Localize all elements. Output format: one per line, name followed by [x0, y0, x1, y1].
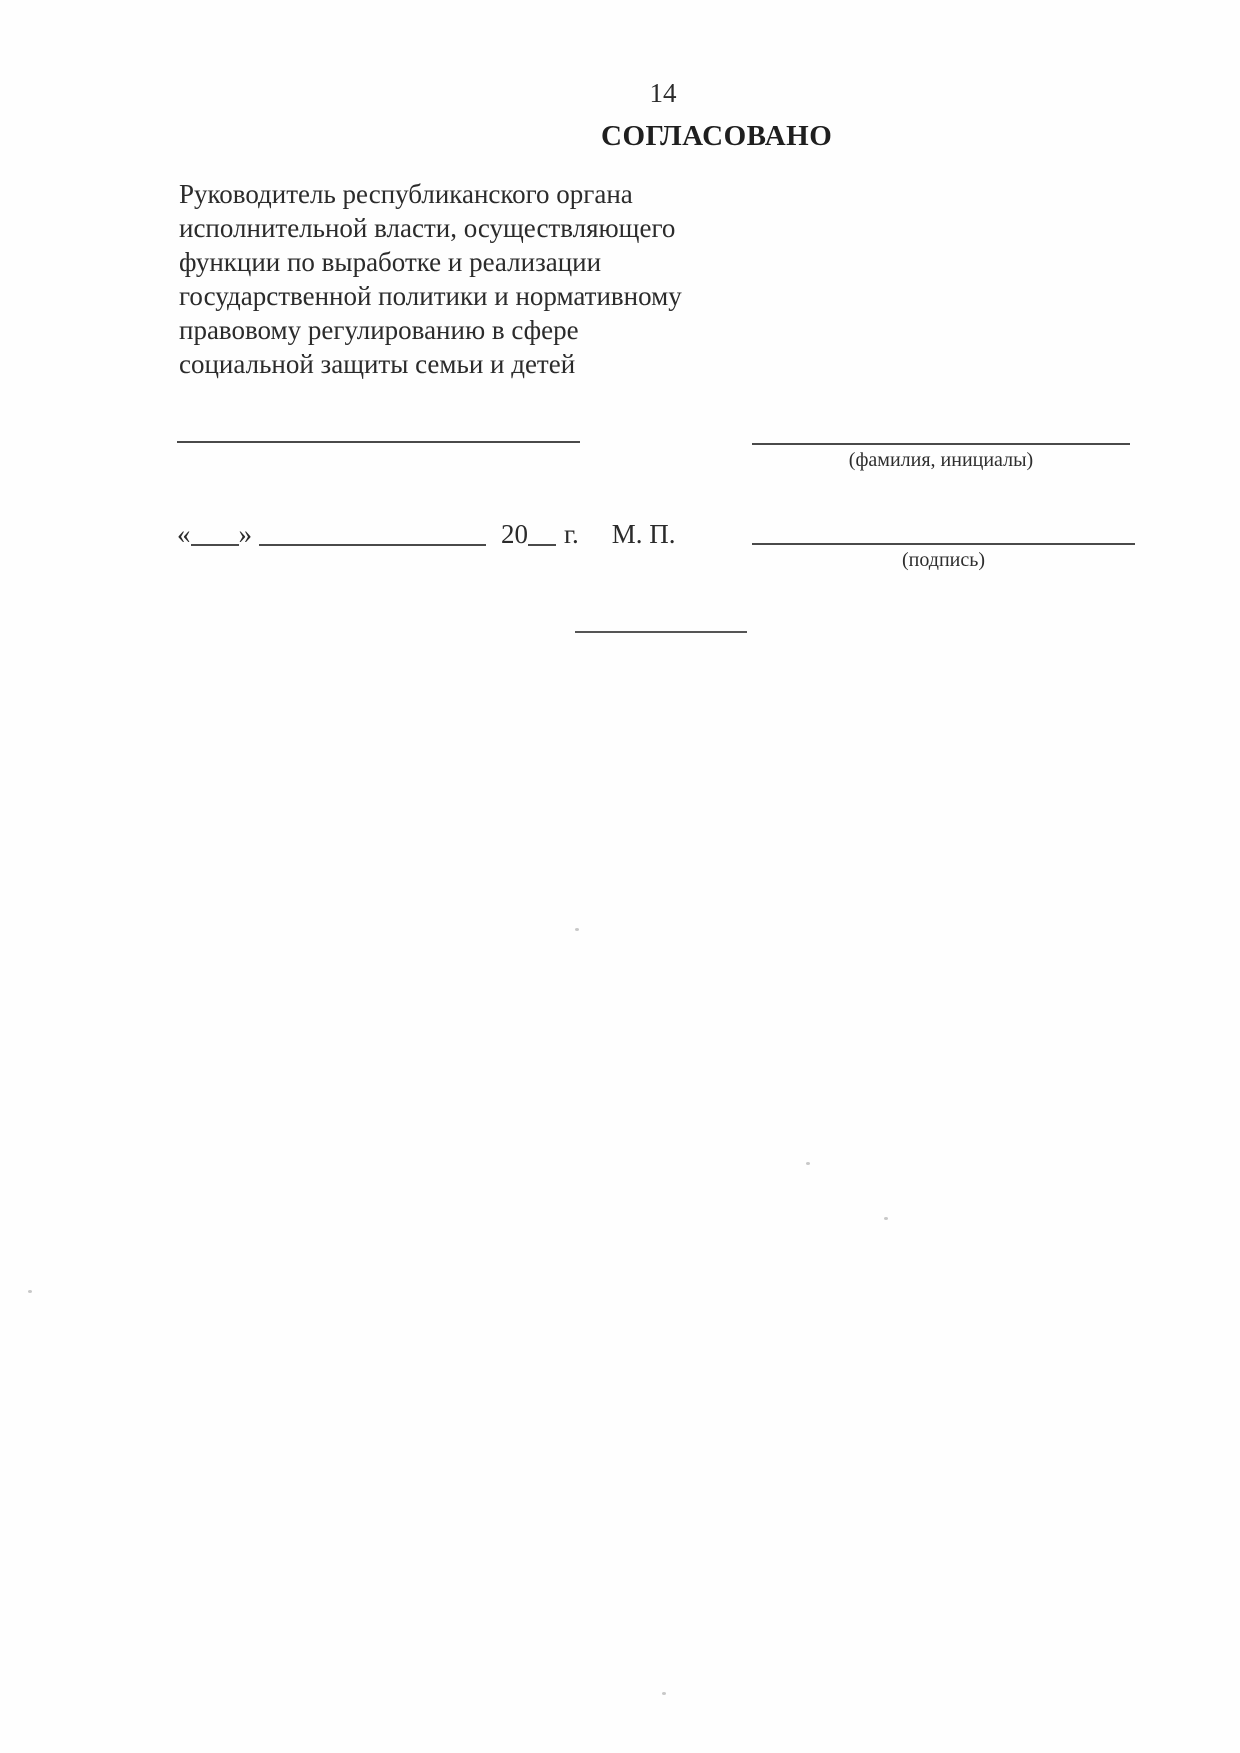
seal-mark: М. П.	[611, 519, 676, 549]
name-caption: (фамилия, инициалы)	[848, 449, 1034, 471]
position-line: государственной политики и нормативному	[179, 281, 682, 311]
scan-speck	[28, 1290, 32, 1293]
name-rule	[752, 443, 1130, 445]
signature-rule	[752, 543, 1135, 545]
scan-speck	[575, 928, 579, 931]
scan-speck	[884, 1217, 888, 1220]
signature-caption: (подпись)	[901, 549, 986, 571]
position-line: функции по выработке и реализации	[179, 247, 602, 277]
position-line: правовому регулированию в сфере	[179, 315, 579, 345]
year-prefix: 20	[501, 519, 528, 549]
date-day-blank	[191, 522, 239, 546]
page-number: 14	[649, 78, 677, 108]
scan-speck	[662, 1692, 666, 1695]
approver-position-block	[179, 177, 699, 381]
position-line: социальной защиты семьи и детей	[179, 349, 576, 379]
year-suffix: г.	[564, 519, 579, 549]
scan-speck	[806, 1162, 810, 1165]
date-close-quote: »	[238, 519, 252, 549]
approval-title: СОГЛАСОВАНО	[601, 120, 833, 152]
date-row	[177, 517, 676, 551]
position-line: Руководитель республиканского органа	[179, 179, 633, 209]
date-year-blank	[528, 522, 556, 546]
position-line: исполнительной власти, осуществляющего	[179, 213, 676, 243]
left-signature-rule	[177, 441, 580, 443]
center-short-rule	[575, 631, 747, 633]
date-open-quote: «	[177, 519, 191, 549]
date-month-blank	[259, 522, 486, 546]
